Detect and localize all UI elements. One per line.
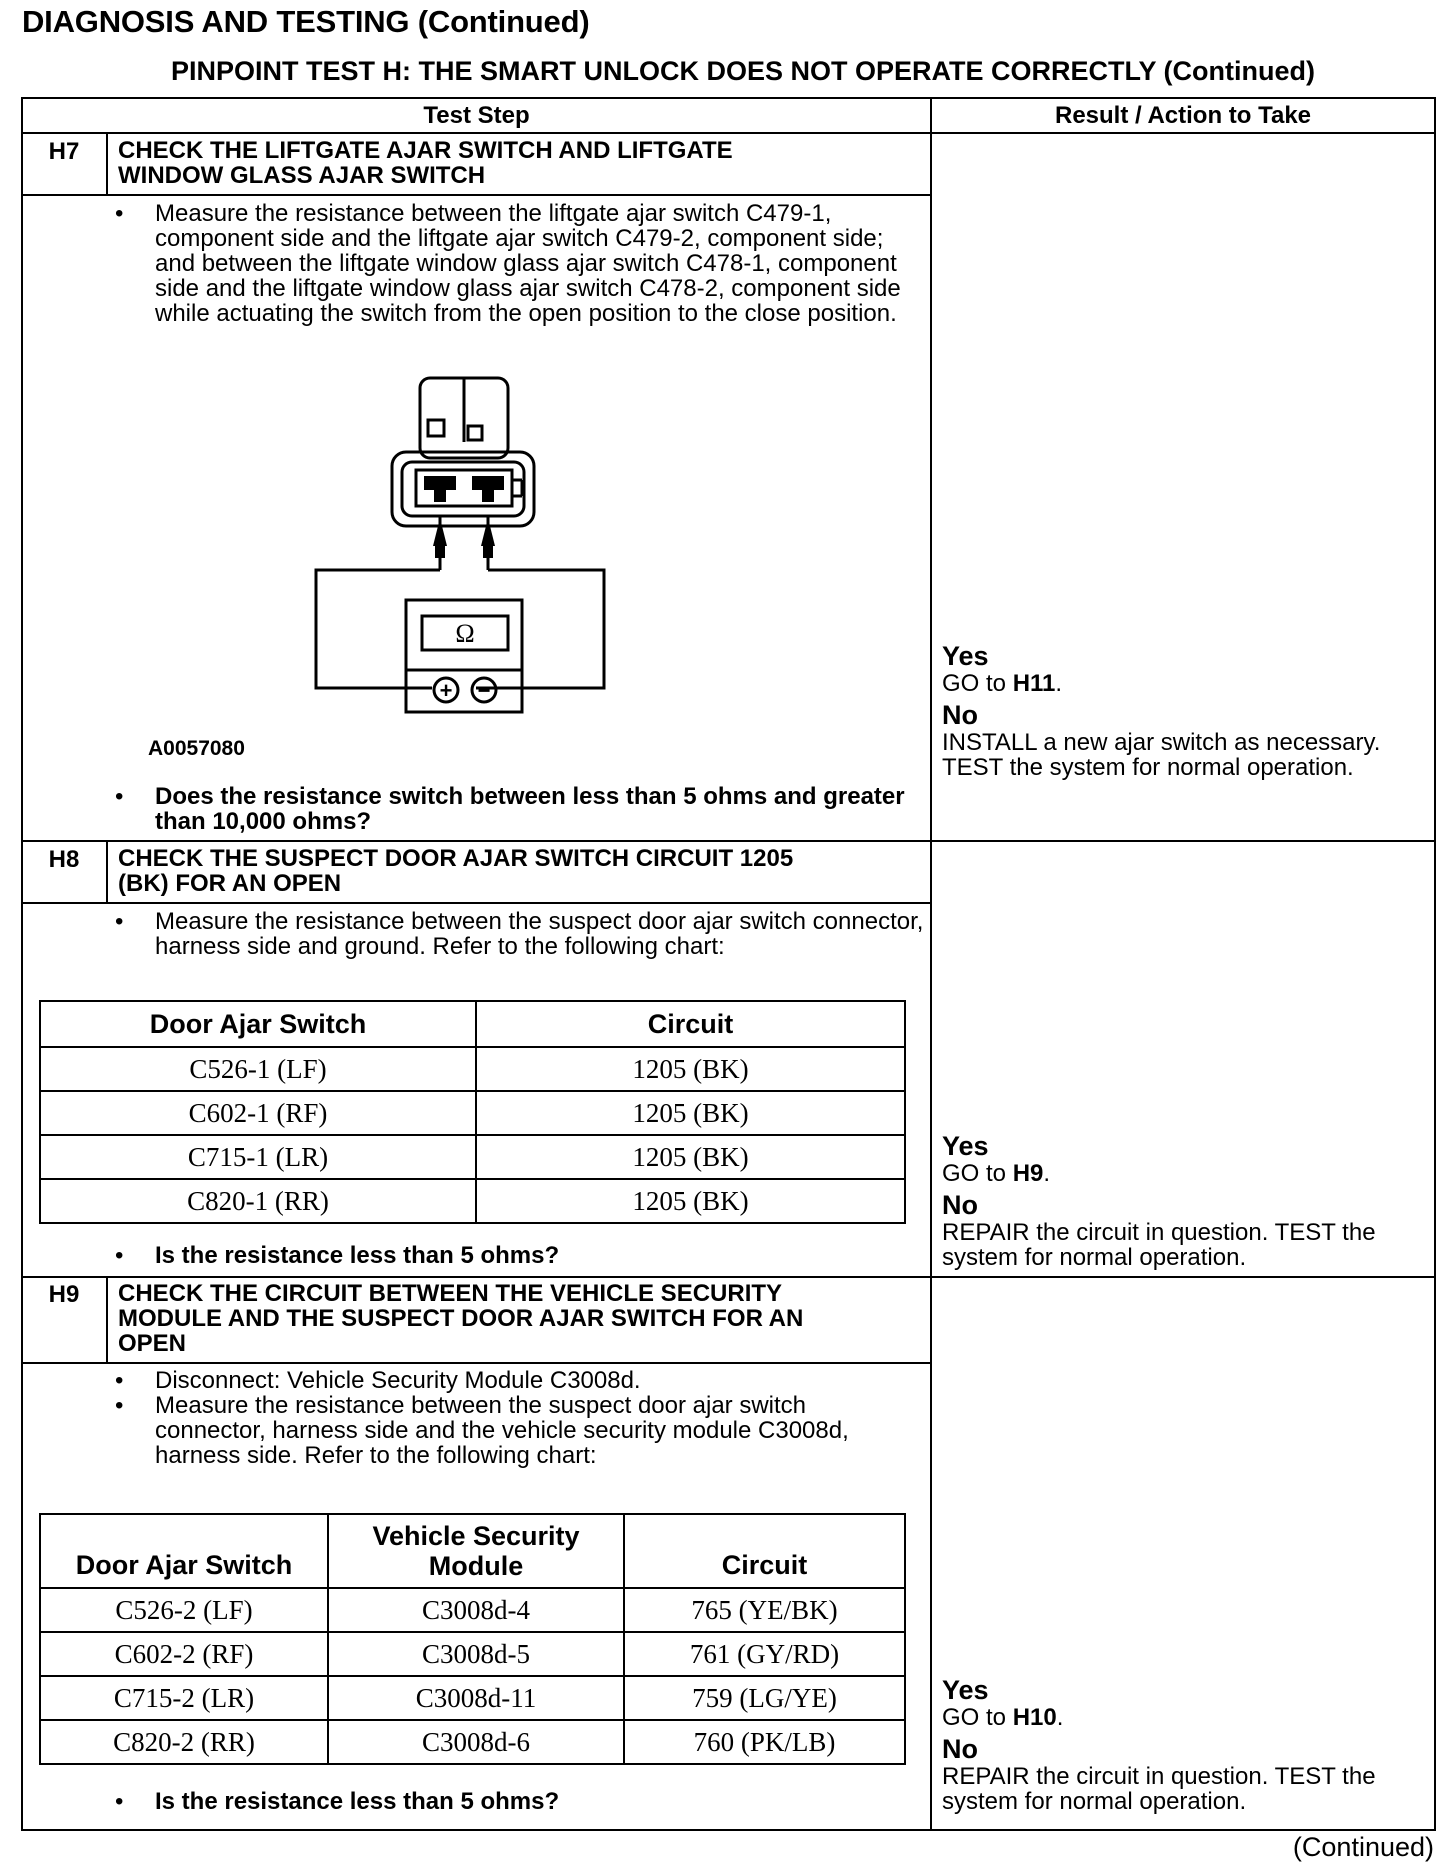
h8-id-divider [106, 841, 108, 903]
h8-cell: C715-1 (LR) [40, 1135, 476, 1179]
h9-cell: C3008d-11 [328, 1676, 624, 1720]
terminal-1-stem [434, 488, 446, 502]
table-row [40, 1091, 905, 1135]
h9-yes-action: GO to H10. [942, 1704, 1064, 1731]
ohm-symbol: Ω [455, 619, 475, 648]
h9-header-module: Vehicle Security Module [328, 1514, 624, 1588]
h9-cell: 759 (LG/YE) [624, 1676, 905, 1720]
minus-icon: − [477, 678, 491, 703]
h8-yes-text: GO to [942, 1160, 1007, 1187]
connector-housing [392, 378, 534, 526]
h9-cell: C715-2 (LR) [40, 1676, 328, 1720]
h9-question-text: Is the resistance less than 5 ohms? [155, 1788, 560, 1815]
table-row [40, 1720, 905, 1764]
h9-cell: C820-2 (RR) [40, 1720, 328, 1764]
page-title: DIAGNOSIS AND TESTING (Continued) [22, 4, 590, 39]
probe-leads [316, 516, 604, 688]
bullet: • [115, 783, 124, 810]
probe-grip-left [435, 546, 445, 558]
housing-latch-left [428, 420, 444, 436]
h9-header-switch: Door Ajar Switch [40, 1514, 328, 1588]
h7-id-divider [106, 133, 108, 195]
h9-header-circuit: Circuit [624, 1514, 905, 1588]
h9-cell: 760 (PK/LB) [624, 1720, 905, 1764]
table-row [40, 1179, 905, 1223]
h9-result [942, 1676, 1422, 1814]
table-row [40, 1632, 905, 1676]
bullet: • [115, 1392, 124, 1419]
h8-chart [39, 1000, 906, 1224]
h8-cell: C820-1 (RR) [40, 1179, 476, 1223]
h9-cell: C3008d-4 [328, 1588, 624, 1632]
h7-no-label: No [942, 700, 978, 730]
h7-title-divider [21, 194, 931, 196]
h9-disconnect-text: Disconnect: Vehicle Security Module C3008d. [155, 1367, 641, 1394]
h9-no-label: No [942, 1734, 978, 1764]
h8-cell: 1205 (BK) [476, 1091, 905, 1135]
plus-icon: + [439, 678, 453, 703]
h9-cell: 765 (YE/BK) [624, 1588, 905, 1632]
h7-step-title: CHECK THE LIFTGATE AJAR SWITCH AND LIFTGATE WINDOW GLASS AJAR SWITCH [118, 137, 733, 189]
h8-no-label: No [942, 1190, 978, 1220]
h9-chart [39, 1513, 906, 1765]
h9-title-divider [21, 1362, 931, 1364]
h7-result [942, 642, 1422, 780]
h9-cell: C3008d-5 [328, 1632, 624, 1676]
h8-header-circuit: Circuit [476, 1001, 905, 1047]
pinpoint-test-title: PINPOINT TEST H: THE SMART UNLOCK DOES NOT OPERATE CORRECTLY (Continued) [170, 56, 1315, 86]
h9-step-title: CHECK THE CIRCUIT BETWEEN THE VEHICLE SECURITY MODULE AND THE SUSPECT DOOR AJAR SWITCH FOR AN OPEN [118, 1280, 804, 1357]
column-divider [930, 97, 932, 1831]
h7-yes-action: GO to H11. [942, 670, 1063, 697]
h8-result [942, 1132, 1422, 1270]
h8-measure-text: Measure the resistance between the suspect door ajar switch connector, harness side and ground. Refer to the following chart: [155, 908, 924, 960]
bullet: • [115, 1242, 124, 1269]
h8-row-divider [21, 1276, 1436, 1278]
h9-cell: C602-2 (RF) [40, 1632, 328, 1676]
figure-id: A0057080 [148, 737, 245, 760]
h8-cell: 1205 (BK) [476, 1179, 905, 1223]
h8-cell: C602-1 (RF) [40, 1091, 476, 1135]
h7-measure-text: Measure the resistance between the liftgate ajar switch C479-1, component side and the liftgate ajar switch C479-2, component side; and between the liftgate window glass ajar switch C478-1, component side and the liftgate window glass ajar switch C478-2, component side while actuating the switch from the open position to the close position. [155, 200, 901, 327]
h9-step-id: H9 [48, 1281, 80, 1308]
connector-ohmmeter-diagram [300, 370, 620, 715]
table-row [40, 1047, 905, 1091]
h8-step-title: CHECK THE SUSPECT DOOR AJAR SWITCH CIRCUIT 1205 (BK) FOR AN OPEN [118, 845, 794, 897]
probe-tip-left [433, 518, 447, 546]
test-step-header: Test Step [423, 102, 530, 129]
result-header: Result / Action to Take [1054, 102, 1312, 129]
h8-cell: C526-1 (LF) [40, 1047, 476, 1091]
terminal-1 [424, 476, 456, 490]
h9-id-divider [106, 1277, 108, 1363]
h7-step-id: H7 [48, 138, 80, 165]
continued-footer: (Continued) [1292, 1832, 1434, 1862]
h7-yes-label: Yes [942, 641, 989, 671]
h7-question-text: Does the resistance switch between less than 5 ohms and greater than 10,000 ohms? [155, 783, 905, 835]
h9-measure-text: Measure the resistance between the suspect door ajar switch connector, harness side and the vehicle security module C3008d, harness side. Refer to the following chart: [155, 1392, 849, 1469]
h7-yes-text: GO to [942, 670, 1007, 697]
h7-no-action: INSTALL a new ajar switch as necessary. TEST the system for normal operation. [942, 729, 1381, 781]
h9-cell: 761 (GY/RD) [624, 1632, 905, 1676]
housing-latch-right [468, 426, 482, 440]
bullet: • [115, 1367, 124, 1394]
connector-terminals [424, 476, 504, 502]
bullet: • [115, 908, 124, 935]
h8-cell: 1205 (BK) [476, 1135, 905, 1179]
h8-title-divider [21, 902, 931, 904]
h8-step-id: H8 [48, 846, 80, 873]
h8-yes-label: Yes [942, 1131, 989, 1161]
table-row [40, 1135, 905, 1179]
terminal-2 [472, 476, 504, 490]
h8-cell: 1205 (BK) [476, 1047, 905, 1091]
h7-yes-target: H11 [1012, 670, 1056, 697]
terminal-2-stem [482, 488, 494, 502]
h9-no-action: REPAIR the circuit in question. TEST the system for normal operation. [942, 1763, 1376, 1815]
table-row [40, 1676, 905, 1720]
probe-grip-right [483, 546, 493, 558]
h8-yes-action: GO to H9. [942, 1160, 1051, 1187]
h7-row-divider [21, 840, 1436, 842]
h9-yes-label: Yes [942, 1675, 989, 1705]
probe-tip-right [481, 518, 495, 546]
h8-yes-target: H9 [1012, 1160, 1044, 1187]
h9-yes-target: H10 [1012, 1704, 1057, 1731]
h8-question-text: Is the resistance less than 5 ohms? [155, 1242, 560, 1269]
h9-cell: C526-2 (LF) [40, 1588, 328, 1632]
bullet: • [115, 1788, 124, 1815]
ohmmeter [406, 600, 522, 712]
h9-cell: C3008d-6 [328, 1720, 624, 1764]
h9-yes-text: GO to [942, 1704, 1007, 1731]
probe-tips [433, 518, 495, 558]
h8-header-switch: Door Ajar Switch [40, 1001, 476, 1047]
h8-no-action: REPAIR the circuit in question. TEST the system for normal operation. [942, 1219, 1376, 1271]
bullet: • [115, 200, 124, 227]
table-row [40, 1588, 905, 1632]
